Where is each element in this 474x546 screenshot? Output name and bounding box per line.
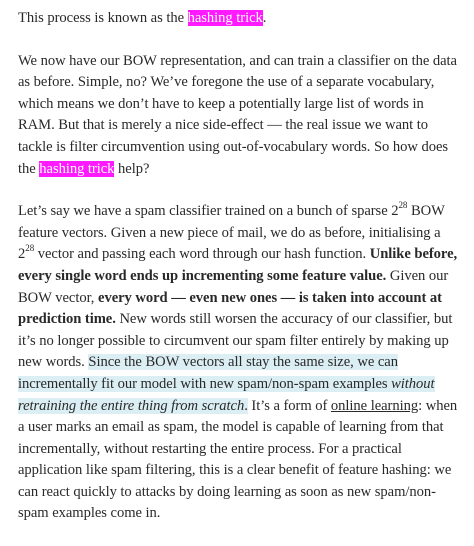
p3-text-7: : when a user marks an email as spam, the model is capable of learning from that incrementally, without restarting the entire process. For a practical application like spam filtering, this is a clear benefit of feature hashing: we can react quickly to attacks by doing learning as soon as new spam/non-spam examples come in.	[18, 397, 458, 522]
exponent-1: 28	[398, 200, 408, 211]
paragraph-3	[18, 201, 458, 525]
p3-text-5: New words still worsen the accuracy of our classifier, but it’s no longer possible to circumvent our spam filter entirely by making up new words.	[18, 311, 453, 371]
bold-statement-1: Unlike before, every single word ends up incrementing some feature value.	[18, 246, 458, 284]
p1-text-end: .	[262, 10, 267, 26]
paragraph-2	[18, 51, 458, 181]
online-learning-link[interactable]: online learning	[330, 397, 419, 414]
highlight-italic: without retraining the entire thing from scratch	[18, 375, 435, 414]
bold-statement-2: every word — even new ones — is taken into account at prediction time.	[18, 289, 442, 328]
exponent-2: 28	[25, 243, 35, 254]
p1-text: This process is known as the	[18, 10, 188, 26]
hashing-trick-highlight-2: hashing trick	[39, 160, 115, 177]
p3-text-4: Given our BOW vector,	[18, 267, 449, 306]
article-body	[18, 8, 458, 546]
p3-text-6: It’s a form of	[247, 397, 331, 414]
p3-text-2: BOW feature vectors. Given a new piece of mail, we do as before, initialising a 2	[18, 203, 445, 263]
p3-text-1: Let’s say we have a spam classifier trained on a bunch of sparse 2	[18, 203, 399, 220]
hashing-trick-highlight: hashing trick	[187, 10, 263, 26]
p2-text: We now have our BOW representation, and can train a classifier on the data as before. Simple, no? We’ve foregone the use of a separate vocabulary, which means we don’t have to keep a potentially large list of words in RAM. But that is merely a nice side-effect — the real issue we want to tackle is filter circumvention using out-of-vocabulary words. So how does the	[18, 52, 457, 177]
p3-text-3: vector and passing each word through our hash function.	[34, 246, 370, 263]
highlight-text-1: Since the BOW vectors all stay the same size, we can incrementally fit our model with new spam/non-spam examples	[18, 354, 398, 392]
highlight-text-2: .	[244, 397, 248, 414]
p2-text-end: help?	[114, 160, 150, 177]
paragraph-1	[18, 8, 458, 30]
